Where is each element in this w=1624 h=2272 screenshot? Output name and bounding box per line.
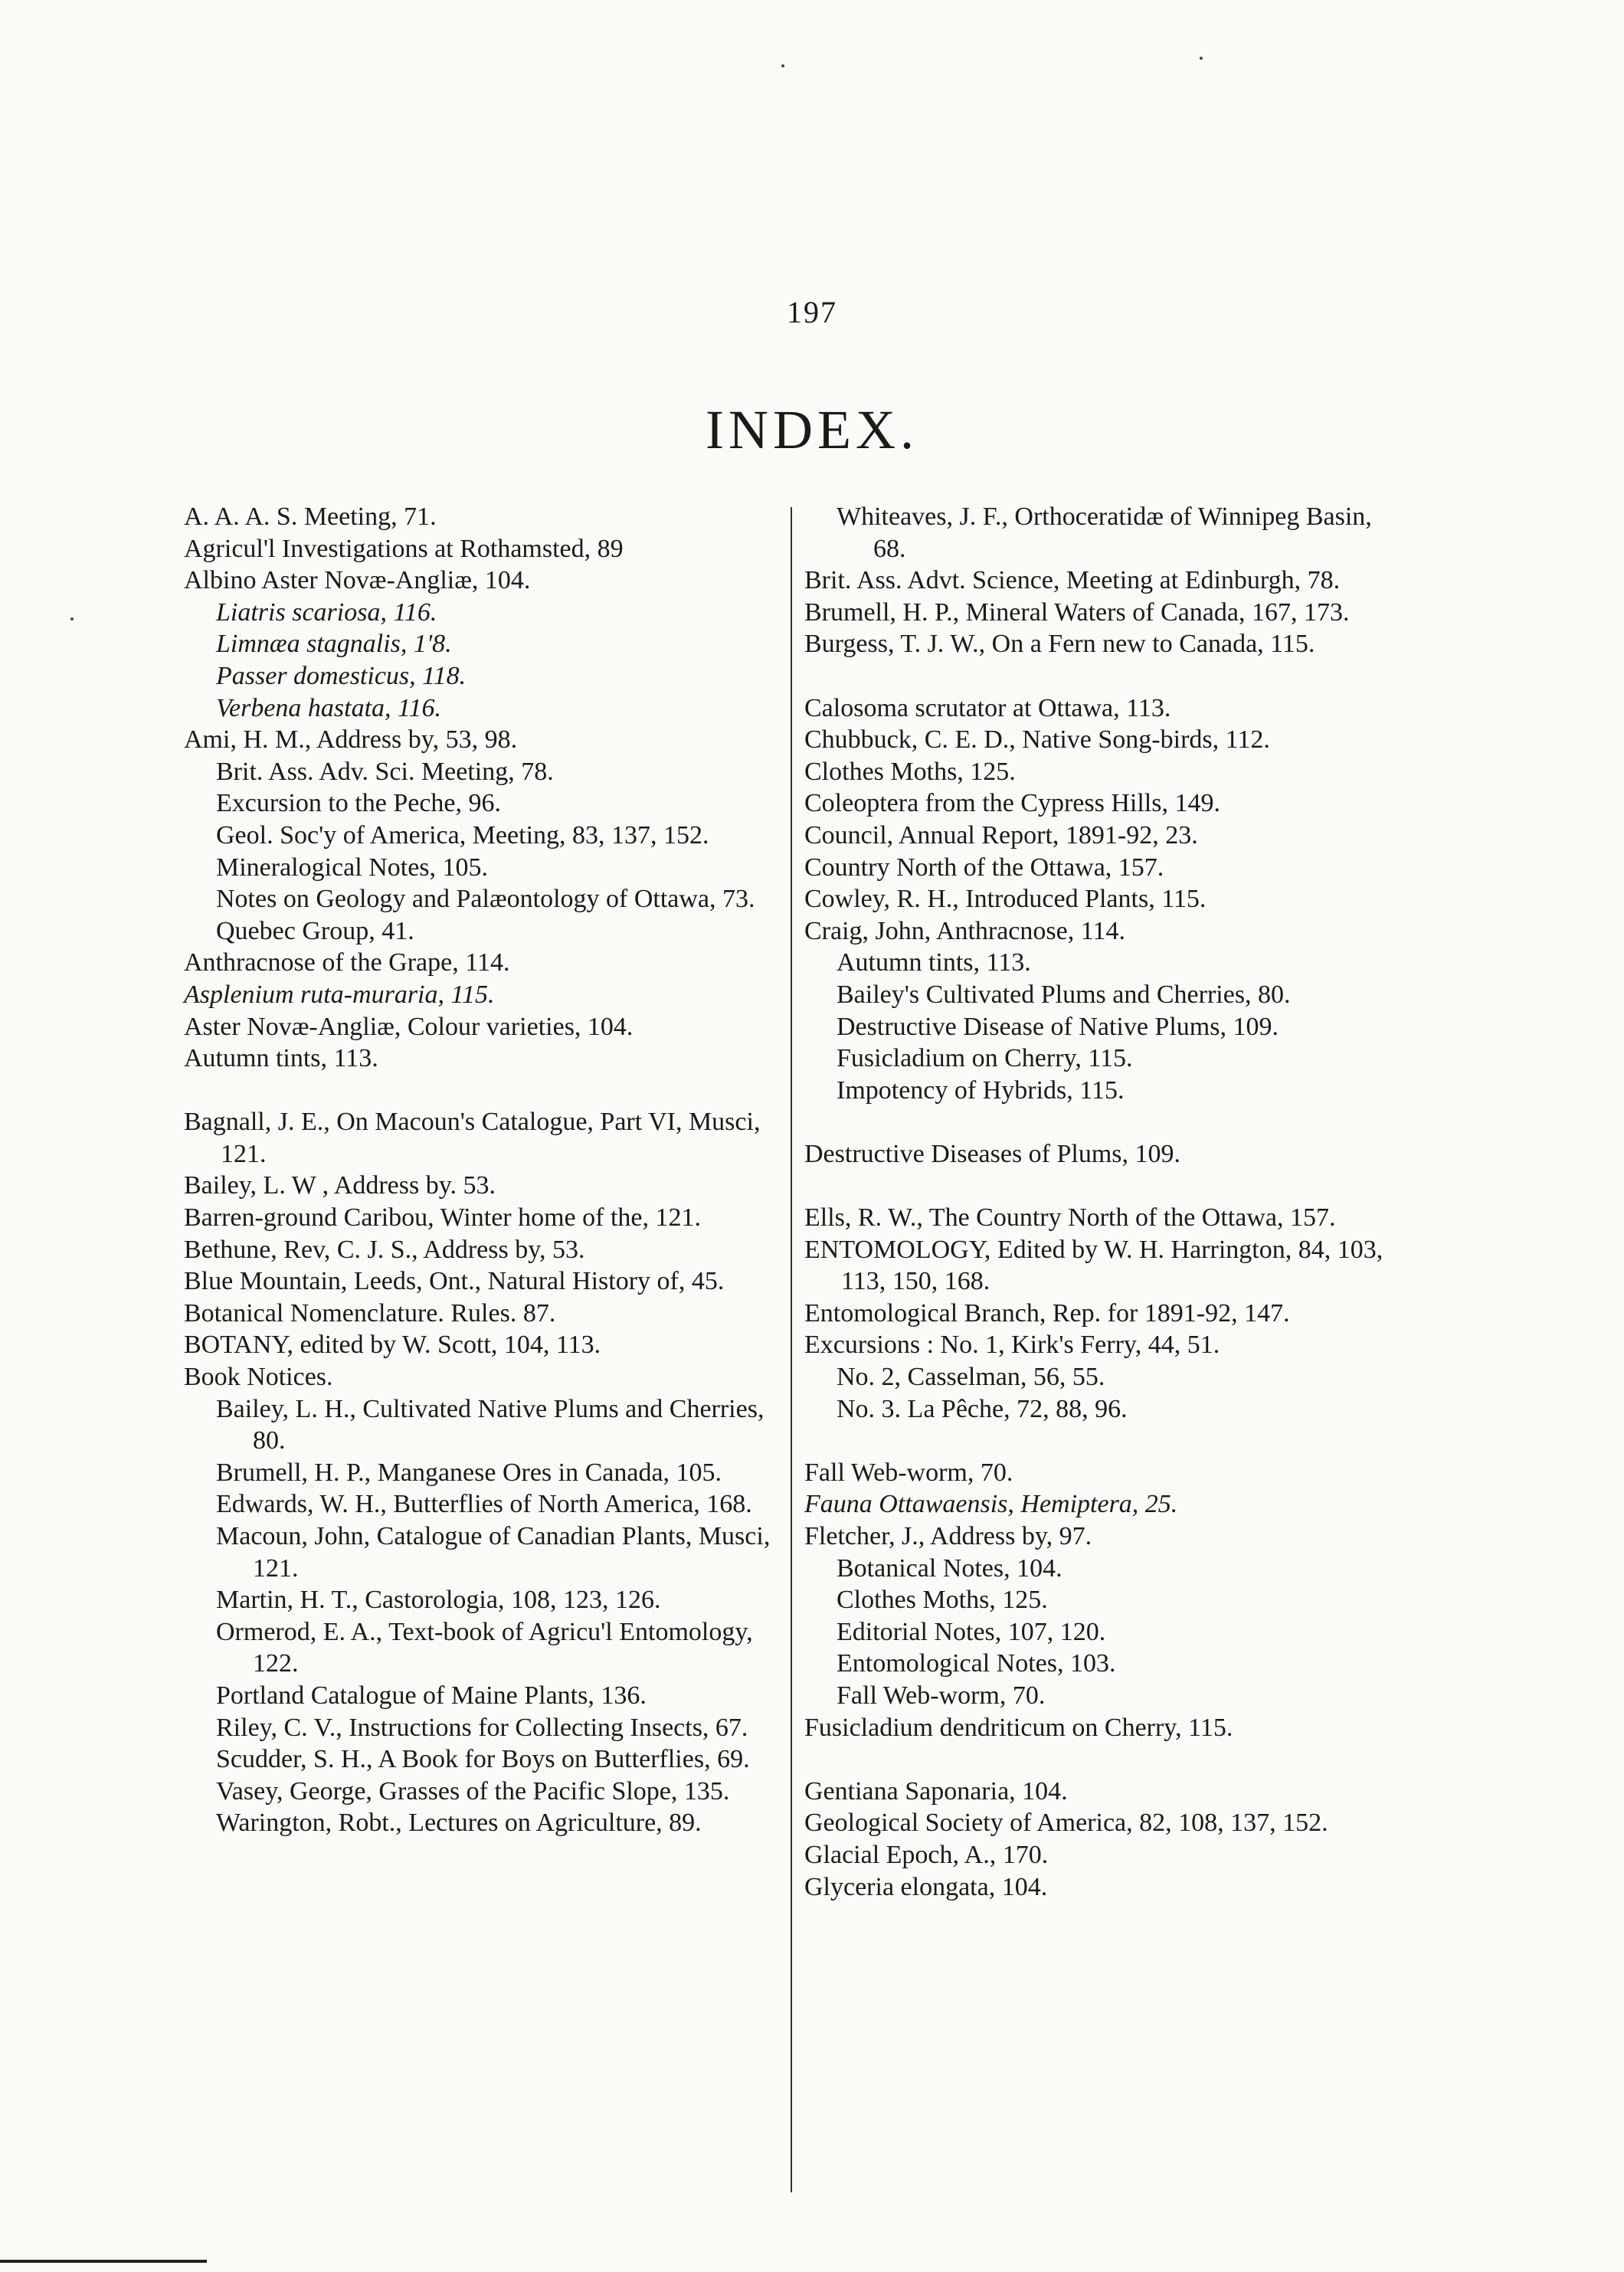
index-entry: Brit. Ass. Advt. Science, Meeting at Edinburgh, 78. <box>804 566 1341 595</box>
index-entry: Bailey, L. H., Cultivated Native Plums and Cherries, 80. <box>216 1394 765 1455</box>
index-entry: Mineralogical Notes, 105. <box>216 853 489 882</box>
index-entry: Impotency of Hybrids, 115. <box>837 1075 1125 1105</box>
index-column-left <box>184 501 781 1839</box>
index-entry: Fall Web-worm, 70. <box>837 1681 1046 1710</box>
index-entry: Destructive Disease of Native Plums, 109. <box>837 1012 1279 1041</box>
index-entry: Vasey, George, Grasses of the Pacific Slope, 135. <box>216 1776 730 1805</box>
index-entry: Entomological Notes, 103. <box>837 1649 1116 1678</box>
index-entry: Bagnall, J. E., On Macoun's Catalogue, Part VI, Musci, 121. <box>184 1108 761 1168</box>
index-entry: Destructive Diseases of Plums, 109. <box>804 1139 1181 1168</box>
index-entry: Notes on Geology and Palæontology of Ottawa, 73. <box>216 885 755 914</box>
index-entry: Coleoptera from the Cypress Hills, 149. <box>804 789 1220 818</box>
index-entry: Glyceria elongata, 104. <box>804 1872 1048 1901</box>
index-entry: Riley, C. V., Instructions for Collecting Insects, 67. <box>216 1713 748 1742</box>
index-entry: Ells, R. W., The Country North of the Ottawa, 157. <box>804 1203 1336 1233</box>
index-entry: Excursion to the Peche, 96. <box>216 789 502 818</box>
column-divider <box>791 507 792 2192</box>
index-entry: Liatris scariosa, 116. <box>216 597 437 627</box>
index-entry: Macoun, John, Catalogue of Canadian Plants, Musci, 121. <box>216 1522 771 1583</box>
bottom-rule <box>0 2260 207 2263</box>
index-entry: No. 2, Casselman, 56, 55. <box>837 1363 1105 1392</box>
index-entry: Brumell, H. P., Manganese Ores in Canada, 105. <box>216 1458 722 1487</box>
index-entry: Aster Novæ-Angliæ, Colour varieties, 104. <box>184 1012 634 1041</box>
speck-mark <box>781 64 784 67</box>
entry-gap <box>804 660 1402 692</box>
index-entry: Limnæa stagnalis, 1'8. <box>216 630 452 659</box>
entry-gap <box>804 1743 1402 1776</box>
index-entry: Ormerod, E. A., Text-book of Agricu'l Entomology, 122. <box>216 1617 753 1678</box>
index-entry: ENTOMOLOGY, Edited by W. H. Harrington, 84, 103, 113, 150, 168. <box>804 1235 1383 1296</box>
index-entry: Geol. Soc'y of America, Meeting, 83, 137, 152. <box>216 820 709 850</box>
index-entry: Book Notices. <box>184 1363 333 1392</box>
index-entry: Brit. Ass. Adv. Sci. Meeting, 78. <box>216 757 554 786</box>
index-entry: Blue Mountain, Leeds, Ont., Natural History of, 45. <box>184 1267 725 1296</box>
index-entry: Bailey's Cultivated Plums and Cherries, 80. <box>837 980 1291 1009</box>
index-entry: Scudder, S. H., A Book for Boys on Butterflies, 69. <box>216 1745 750 1774</box>
index-entry: Burgess, T. J. W., On a Fern new to Canada, 115. <box>804 630 1315 659</box>
index-entry: Ami, H. M., Address by, 53, 98. <box>184 725 518 755</box>
index-entry: Fall Web-worm, 70. <box>804 1458 1013 1487</box>
index-entry: Passer domesticus, 118. <box>216 661 467 690</box>
index-entry: Cowley, R. H., Introduced Plants, 115. <box>804 885 1207 914</box>
entry-gap <box>804 1170 1402 1202</box>
index-entry: A. A. A. S. Meeting, 71. <box>184 503 437 531</box>
index-entry: Excursions : No. 1, Kirk's Ferry, 44, 51. <box>804 1331 1220 1360</box>
page-number: 197 <box>787 295 837 329</box>
index-entry: Martin, H. T., Castorologia, 108, 123, 126. <box>216 1586 661 1615</box>
index-entry: Botanical Notes, 104. <box>837 1553 1062 1583</box>
entry-gap <box>804 1425 1402 1457</box>
index-entry: Calosoma scrutator at Ottawa, 113. <box>804 693 1171 722</box>
index-entry: Craig, John, Anthracnose, 114. <box>804 916 1125 945</box>
index-entry: Fusicladium on Cherry, 115. <box>837 1044 1133 1073</box>
index-entry: Barren-ground Caribou, Winter home of the, 121. <box>184 1203 702 1233</box>
index-entry: Warington, Robt., Lectures on Agriculture, 89. <box>216 1809 702 1838</box>
index-entry: Editorial Notes, 107, 120. <box>837 1617 1106 1646</box>
index-entry: Fusicladium dendriticum on Cherry, 115. <box>804 1713 1233 1742</box>
index-entry: Whiteaves, J. F., Orthoceratidæ of Winnipeg Basin, 68. <box>837 503 1372 563</box>
index-entry: Chubbuck, C. E. D., Native Song-birds, 112. <box>804 725 1270 755</box>
index-entry: Bailey, L. W , Address by. 53. <box>184 1171 496 1200</box>
speck-mark <box>1200 57 1203 60</box>
index-entry: Fletcher, J., Address by, 97. <box>804 1522 1092 1550</box>
index-entry: Clothes Moths, 125. <box>804 757 1016 786</box>
entry-gap <box>184 1075 781 1107</box>
index-entry: Verbena hastata, 116. <box>216 693 442 722</box>
index-entry: Gentiana Saponaria, 104. <box>804 1776 1068 1805</box>
index-entry: Anthracnose of the Grape, 114. <box>184 948 510 977</box>
index-entry: Portland Catalogue of Maine Plants, 136. <box>216 1681 647 1710</box>
index-entry: Autumn tints, 113. <box>837 948 1031 977</box>
index-entry: Quebec Group, 41. <box>216 916 414 945</box>
index-entry: Entomological Branch, Rep. for 1891-92, 147. <box>804 1298 1290 1328</box>
index-entry: Autumn tints, 113. <box>184 1044 378 1073</box>
index-entry: Agricul'l Investigations at Rothamsted, 89 <box>184 534 624 563</box>
index-entry: Clothes Moths, 125. <box>837 1586 1048 1615</box>
index-entry: Albino Aster Novæ-Angliæ, 104. <box>184 566 531 595</box>
index-entry: BOTANY, edited by W. Scott, 104, 113. <box>184 1331 601 1360</box>
index-entry: Country North of the Ottawa, 157. <box>804 853 1164 882</box>
index-entry: Botanical Nomenclature. Rules. 87. <box>184 1298 556 1328</box>
index-entry: Glacial Epoch, A., 170. <box>804 1840 1049 1869</box>
index-entry: Council, Annual Report, 1891-92, 23. <box>804 820 1198 850</box>
speck-mark <box>70 617 74 620</box>
index-entry: Asplenium ruta-muraria, 115. <box>184 980 495 1009</box>
index-entry: Edwards, W. H., Butterflies of North America, 168. <box>216 1490 752 1519</box>
index-entry: Fauna Ottawaensis, Hemiptera, 25. <box>804 1490 1178 1519</box>
page-title: INDEX. <box>706 399 918 460</box>
index-entry: Brumell, H. P., Mineral Waters of Canada, 167, 173. <box>804 597 1350 627</box>
index-entry: Bethune, Rev, C. J. S., Address by, 53. <box>184 1235 585 1264</box>
index-entry: No. 3. La Pêche, 72, 88, 96. <box>837 1394 1128 1423</box>
entry-gap <box>804 1106 1402 1138</box>
index-entry: Geological Society of America, 82, 108, 137, 152. <box>804 1809 1328 1838</box>
index-column-right <box>804 501 1402 1903</box>
